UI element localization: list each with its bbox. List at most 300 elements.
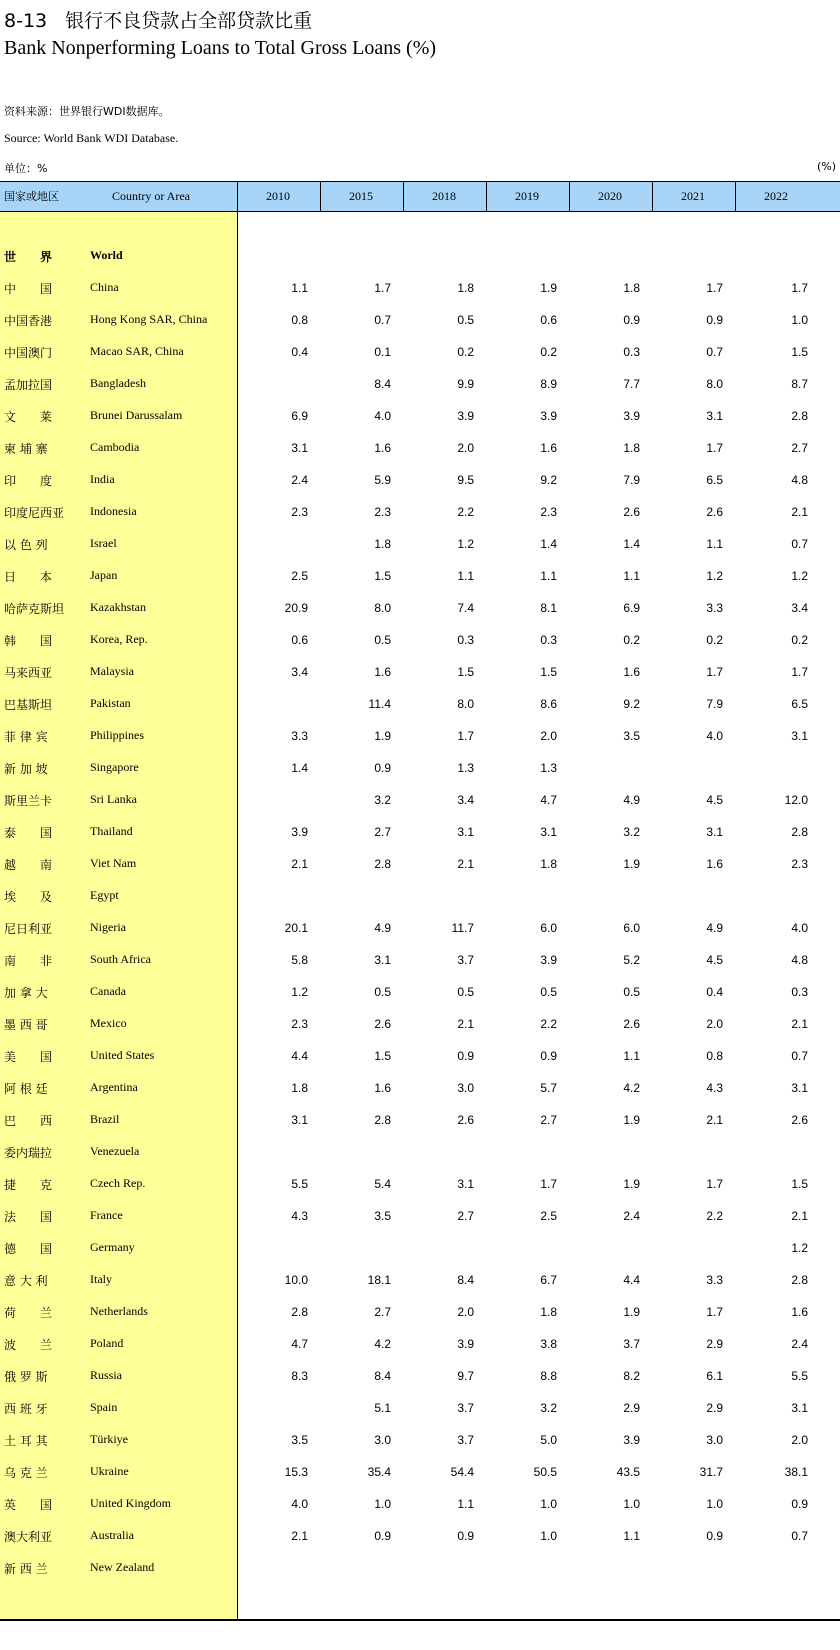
value-cell-2018: 1.5 [457,665,474,679]
value-cell-2010: 0.4 [291,345,308,359]
table-row [0,944,840,976]
value-cell-2022: 2.1 [791,1017,808,1031]
table-row [0,368,840,400]
value-cell-2020: 2.4 [623,1209,640,1223]
value-cell-2020: 8.2 [623,1369,640,1383]
value-cell-2015: 3.2 [374,793,391,807]
value-cell-2020: 1.1 [623,1049,640,1063]
value-cell-2021: 6.5 [706,473,723,487]
value-cell-2018: 8.4 [457,1273,474,1287]
value-cell-2018: 0.5 [457,313,474,327]
value-cell-2015: 1.7 [374,281,391,295]
country-name-cn: 俄 罗 斯 [4,1370,48,1384]
value-cell-2022: 1.6 [791,1305,808,1319]
table-row [0,1104,840,1136]
country-name-en: Viet Nam [90,856,137,870]
value-cell-2021: 1.7 [706,665,723,679]
value-cell-2021: 2.6 [706,505,723,519]
value-cell-2015: 0.1 [374,345,391,359]
value-cell-2018: 0.9 [457,1529,474,1543]
value-cell-2020: 1.9 [623,1113,640,1127]
country-name-en: Israel [90,536,117,550]
country-name-en: Mexico [90,1016,127,1030]
value-cell-2015: 5.4 [374,1177,391,1191]
value-cell-2019: 3.9 [540,409,557,423]
country-name-cn: 南 非 [4,954,53,968]
country-name-en: Hong Kong SAR, China [90,312,208,326]
table-row [0,400,840,432]
value-cell-2022: 6.5 [791,697,808,711]
value-cell-2018: 2.0 [457,441,474,455]
value-cell-2010: 1.4 [291,761,308,775]
header-year-2022: 2022 [764,189,788,203]
value-cell-2019: 8.1 [540,601,557,615]
value-cell-2019: 2.0 [540,729,557,743]
value-cell-2018: 3.7 [457,953,474,967]
value-cell-2020: 1.9 [623,1305,640,1319]
value-cell-2021: 1.0 [706,1497,723,1511]
value-cell-2022: 2.1 [791,1209,808,1223]
value-cell-2019: 50.5 [533,1465,557,1479]
country-name-cn: 中 国 [4,282,53,296]
table-row [0,240,840,272]
value-cell-2021: 7.9 [706,697,723,711]
value-cell-2020: 5.2 [623,953,640,967]
value-cell-2019: 1.8 [540,1305,557,1319]
value-cell-2015: 2.7 [374,1305,391,1319]
value-cell-2022: 0.9 [791,1497,808,1511]
value-cell-2010: 3.9 [291,825,308,839]
table-row [0,1264,840,1296]
value-cell-2022: 1.5 [791,345,808,359]
table-row [0,656,840,688]
value-cell-2021: 0.8 [706,1049,723,1063]
value-cell-2022: 1.2 [791,569,808,583]
value-cell-2010: 1.1 [291,281,308,295]
value-cell-2020: 6.9 [623,601,640,615]
value-cell-2019: 1.3 [540,761,557,775]
country-name-cn: 哈萨克斯坦 [4,602,65,616]
country-name-cn: 以 色 列 [4,538,48,552]
value-cell-2010: 20.1 [284,921,308,935]
value-cell-2022: 3.1 [791,1081,808,1095]
value-cell-2010: 3.1 [291,1113,308,1127]
value-cell-2020: 3.7 [623,1337,640,1351]
country-name-en: Kazakhstan [90,600,146,614]
value-cell-2015: 2.3 [374,505,391,519]
header-year-2021: 2021 [681,189,705,203]
table-row [0,432,840,464]
value-cell-2010: 4.4 [291,1049,308,1063]
value-cell-2018: 1.3 [457,761,474,775]
country-name-en: New Zealand [90,1560,155,1574]
value-cell-2022: 5.5 [791,1369,808,1383]
value-cell-2018: 11.7 [451,921,474,935]
country-name-en: Nigeria [90,920,126,934]
country-name-cn: 德 国 [4,1242,53,1256]
value-cell-2021: 3.3 [706,601,723,615]
value-cell-2020: 4.9 [623,793,640,807]
value-cell-2015: 1.6 [374,441,391,455]
value-cell-2022: 0.7 [791,1529,808,1543]
value-cell-2019: 2.5 [540,1209,557,1223]
value-cell-2020: 1.9 [623,857,640,871]
header-divider [486,182,487,211]
value-cell-2015: 1.0 [374,1497,391,1511]
table-row [0,688,840,720]
table-row [0,1424,840,1456]
country-name-cn: 加 拿 大 [4,986,48,1000]
value-cell-2021: 1.6 [706,857,723,871]
table-row [0,1040,840,1072]
value-cell-2021: 2.9 [706,1401,723,1415]
value-cell-2015: 8.4 [374,377,391,391]
value-cell-2015: 1.5 [374,569,391,583]
country-name-en: Netherlands [90,1304,148,1318]
value-cell-2018: 2.6 [457,1113,474,1127]
value-cell-2019: 8.6 [540,697,557,711]
value-cell-2021: 4.5 [706,953,723,967]
header-year-2020: 2020 [598,189,622,203]
value-cell-2020: 0.3 [623,345,640,359]
table-row [0,848,840,880]
value-cell-2015: 5.9 [374,473,391,487]
value-cell-2019: 1.8 [540,857,557,871]
value-cell-2022: 4.8 [791,473,808,487]
value-cell-2010: 0.6 [291,633,308,647]
value-cell-2015: 11.4 [368,697,391,711]
value-cell-2015: 35.4 [367,1465,391,1479]
value-cell-2022: 1.0 [791,313,808,327]
country-name-en: Bangladesh [90,376,146,390]
value-cell-2015: 4.2 [374,1337,391,1351]
value-cell-2018: 3.1 [457,1177,474,1191]
source-note-en: Source: World Bank WDI Database. [4,131,179,145]
country-name-cn: 韩 国 [4,634,53,648]
header-year-2019: 2019 [515,189,539,203]
country-name-en: Japan [90,568,118,582]
value-cell-2018: 0.3 [457,633,474,647]
value-cell-2018: 3.9 [457,409,474,423]
country-name-cn: 西 班 牙 [4,1402,48,1416]
value-cell-2018: 0.9 [457,1049,474,1063]
country-name-cn: 柬 埔 寨 [4,442,48,456]
header-divider [735,182,736,211]
value-cell-2010: 0.8 [291,313,308,327]
value-cell-2010: 2.3 [291,1017,308,1031]
value-cell-2021: 0.9 [706,313,723,327]
value-cell-2020: 4.4 [623,1273,640,1287]
value-cell-2018: 2.2 [457,505,474,519]
value-cell-2015: 4.9 [374,921,391,935]
value-cell-2019: 6.7 [540,1273,557,1287]
value-cell-2021: 1.7 [706,1177,723,1191]
country-name-en: World [90,248,123,262]
header-country-cn: 国家或地区 [4,190,59,203]
country-name-en: China [90,280,119,294]
value-cell-2010: 10.0 [284,1273,308,1287]
value-cell-2010: 6.9 [291,409,308,423]
country-name-en: Macao SAR, China [90,344,184,358]
value-cell-2015: 0.9 [374,1529,391,1543]
value-cell-2018: 1.2 [457,537,474,551]
value-cell-2018: 2.7 [457,1209,474,1223]
value-cell-2019: 0.5 [540,985,557,999]
table-row [0,976,840,1008]
value-cell-2018: 0.2 [457,345,474,359]
country-name-cn: 印 度 [4,474,53,488]
value-cell-2015: 8.4 [374,1369,391,1383]
value-cell-2019: 0.3 [540,633,557,647]
table-row [0,272,840,304]
value-cell-2020: 3.2 [623,825,640,839]
value-cell-2019: 1.1 [540,569,557,583]
country-name-cn: 日 本 [4,570,53,584]
value-cell-2010: 4.3 [291,1209,308,1223]
country-name-en: Malaysia [90,664,134,678]
value-cell-2015: 0.9 [374,761,391,775]
value-cell-2019: 1.9 [540,281,557,295]
value-cell-2015: 1.6 [374,665,391,679]
table-header [0,181,840,212]
value-cell-2015: 0.7 [374,313,391,327]
country-name-en: Philippines [90,728,145,742]
country-name-cn: 越 南 [4,858,53,872]
country-name-en: United States [90,1048,155,1062]
value-cell-2021: 6.1 [706,1369,723,1383]
value-cell-2022: 3.1 [791,729,808,743]
header-divider [652,182,653,211]
value-cell-2021: 4.9 [706,921,723,935]
value-cell-2019: 5.7 [540,1081,557,1095]
value-cell-2010: 3.5 [291,1433,308,1447]
table-row [0,1072,840,1104]
value-cell-2019: 2.7 [540,1113,557,1127]
value-cell-2019: 1.0 [540,1497,557,1511]
country-name-en: Brazil [90,1112,120,1126]
value-cell-2018: 2.1 [457,857,474,871]
value-cell-2018: 1.7 [457,729,474,743]
value-cell-2010: 5.5 [291,1177,308,1191]
value-cell-2021: 2.2 [706,1209,723,1223]
country-name-cn: 捷 克 [4,1178,53,1192]
table-row [0,1488,840,1520]
value-cell-2018: 3.9 [457,1337,474,1351]
value-cell-2019: 1.7 [540,1177,557,1191]
value-cell-2021: 4.0 [706,729,723,743]
value-cell-2018: 3.7 [457,1433,474,1447]
country-name-cn: 孟加拉国 [4,378,53,392]
country-name-en: Indonesia [90,504,137,518]
table-row [0,1296,840,1328]
country-name-cn: 中国香港 [4,314,53,328]
value-cell-2022: 38.1 [784,1465,808,1479]
country-name-en: Italy [90,1272,112,1286]
country-name-en: Poland [90,1336,124,1350]
value-cell-2021: 1.7 [706,441,723,455]
country-name-cn: 法 国 [4,1210,53,1224]
table-row [0,1136,840,1168]
value-cell-2018: 3.4 [457,793,474,807]
table-row [0,1456,840,1488]
table-row [0,1168,840,1200]
value-cell-2015: 2.8 [374,1113,391,1127]
country-name-cn: 菲 律 宾 [4,730,48,744]
header-country-en: Country or Area [112,189,190,203]
value-cell-2010: 3.1 [291,441,308,455]
country-name-en: Sri Lanka [90,792,137,806]
value-cell-2022: 1.2 [791,1241,808,1255]
table-row [0,336,840,368]
value-cell-2010: 2.1 [291,857,308,871]
value-cell-2021: 2.1 [706,1113,723,1127]
value-cell-2010: 20.9 [284,601,308,615]
value-cell-2019: 0.9 [540,1049,557,1063]
value-cell-2019: 3.1 [540,825,557,839]
table-title-cn-text: 银行不良贷款占全部贷款比重 [65,10,313,32]
value-cell-2010: 2.8 [291,1305,308,1319]
table-body [0,240,840,1584]
value-cell-2022: 2.7 [791,441,808,455]
country-name-en: Korea, Rep. [90,632,148,646]
value-cell-2021: 0.9 [706,1529,723,1543]
value-cell-2018: 54.4 [450,1465,474,1479]
value-cell-2018: 1.8 [457,281,474,295]
header-year-2010: 2010 [266,189,290,203]
value-cell-2015: 5.1 [374,1401,391,1415]
value-cell-2022: 1.7 [791,281,808,295]
value-cell-2019: 1.6 [540,441,557,455]
value-cell-2021: 8.0 [706,377,723,391]
value-cell-2020: 3.9 [623,409,640,423]
value-cell-2022: 2.6 [791,1113,808,1127]
table-row [0,912,840,944]
country-name-en: Türkiye [90,1432,128,1446]
country-name-en: Germany [90,1240,135,1254]
value-cell-2019: 5.0 [540,1433,557,1447]
value-cell-2010: 1.2 [291,985,308,999]
country-name-cn: 荷 兰 [4,1306,53,1320]
value-cell-2022: 3.4 [791,601,808,615]
country-name-cn: 中国澳门 [4,346,53,360]
value-cell-2021: 1.1 [706,537,723,551]
table-bottom-rule [0,1619,840,1621]
country-name-en: Singapore [90,760,139,774]
value-cell-2022: 2.8 [791,1273,808,1287]
value-cell-2019: 3.2 [540,1401,557,1415]
value-cell-2019: 3.9 [540,953,557,967]
country-name-en: Thailand [90,824,133,838]
value-cell-2022: 0.7 [791,537,808,551]
table-row [0,624,840,656]
value-cell-2020: 2.9 [623,1401,640,1415]
table-row [0,1232,840,1264]
value-cell-2015: 3.1 [374,953,391,967]
value-cell-2015: 2.8 [374,857,391,871]
value-cell-2018: 9.5 [457,473,474,487]
value-cell-2010: 2.3 [291,505,308,519]
country-name-en: Pakistan [90,696,131,710]
value-cell-2010: 4.0 [291,1497,308,1511]
value-cell-2021: 4.3 [706,1081,723,1095]
value-cell-2018: 3.1 [457,825,474,839]
table-row [0,1520,840,1552]
country-name-en: Brunei Darussalam [90,408,183,422]
country-name-cn: 墨 西 哥 [4,1018,48,1032]
value-cell-2022: 0.7 [791,1049,808,1063]
table-row [0,1552,840,1584]
value-cell-2018: 0.5 [457,985,474,999]
country-name-cn: 新 西 兰 [4,1562,48,1576]
value-cell-2015: 1.6 [374,1081,391,1095]
country-name-cn: 波 兰 [4,1338,53,1352]
country-name-en: Egypt [90,888,119,902]
country-name-cn: 土 耳 其 [4,1434,48,1448]
table-row [0,528,840,560]
value-cell-2019: 2.2 [540,1017,557,1031]
country-name-en: Spain [90,1400,118,1414]
value-cell-2020: 3.5 [623,729,640,743]
value-cell-2022: 12.0 [784,793,808,807]
value-cell-2015: 1.5 [374,1049,391,1063]
country-name-en: Ukraine [90,1464,129,1478]
value-cell-2020: 1.9 [623,1177,640,1191]
value-cell-2021: 1.7 [706,1305,723,1319]
table-row [0,880,840,912]
country-name-cn: 文 莱 [4,410,53,424]
country-name-en: South Africa [90,952,151,966]
table-row [0,1328,840,1360]
value-cell-2021: 3.3 [706,1273,723,1287]
value-cell-2015: 3.5 [374,1209,391,1223]
value-cell-2019: 1.4 [540,537,557,551]
value-cell-2020: 9.2 [623,697,640,711]
value-cell-2022: 2.8 [791,409,808,423]
value-cell-2015: 2.7 [374,825,391,839]
value-cell-2019: 3.8 [540,1337,557,1351]
table-row [0,496,840,528]
value-cell-2022: 2.8 [791,825,808,839]
value-cell-2020: 1.8 [623,441,640,455]
country-name-cn: 乌 克 兰 [4,1466,48,1480]
value-cell-2015: 18.1 [367,1273,391,1287]
value-cell-2019: 8.9 [540,377,557,391]
value-cell-2010: 4.7 [291,1337,308,1351]
value-cell-2021: 3.1 [706,409,723,423]
value-cell-2019: 0.2 [540,345,557,359]
value-cell-2010: 15.3 [284,1465,308,1479]
value-cell-2020: 7.7 [623,377,640,391]
value-cell-2015: 1.9 [374,729,391,743]
country-name-cn: 巴 西 [4,1114,53,1128]
header-divider [237,182,238,211]
country-name-cn: 委内瑞拉 [4,1146,53,1160]
value-cell-2020: 1.8 [623,281,640,295]
country-name-en: Australia [90,1528,134,1542]
country-name-cn: 斯里兰卡 [4,794,53,808]
header-divider [569,182,570,211]
country-name-cn: 世 界 [4,250,53,264]
table-row [0,720,840,752]
value-cell-2022: 2.4 [791,1337,808,1351]
table-title-cn [4,6,312,33]
table-row [0,816,840,848]
table-row [0,1360,840,1392]
value-cell-2019: 6.0 [540,921,557,935]
table-row [0,1008,840,1040]
value-cell-2019: 0.6 [540,313,557,327]
value-cell-2018: 1.1 [457,1497,474,1511]
